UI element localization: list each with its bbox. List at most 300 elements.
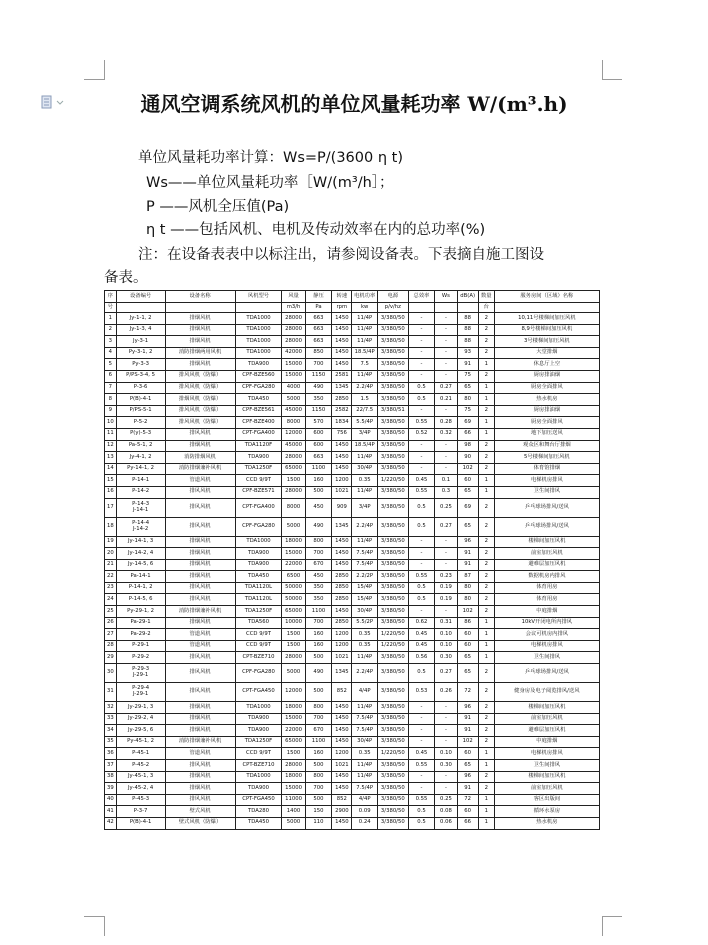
table-cell: 排烟风机 (165, 536, 235, 548)
table-cell: 前室加压风机 (494, 548, 599, 560)
table-cell: Jy-3-1 (116, 336, 165, 348)
table-cell: 0.45 (408, 640, 435, 652)
table-cell: 12000 (282, 428, 305, 440)
table-cell: 1345 (332, 664, 352, 683)
table-cell: 69 (457, 498, 478, 517)
table-cell: - (408, 736, 435, 748)
table-cell: 18.5/4P (352, 347, 377, 359)
table-cell: 楼梯间加压风机 (494, 771, 599, 783)
table-cell: 2 (478, 498, 494, 517)
table-cell: 500 (305, 683, 332, 702)
table-row (105, 817, 600, 829)
table-cell: 350 (305, 594, 332, 606)
table-cell: 7.5 (352, 359, 377, 371)
table-cell: 8000 (282, 417, 305, 429)
table-cell: 2 (478, 536, 494, 548)
table-cell: 卫生间排风 (494, 652, 599, 664)
table-cell: 13 (105, 452, 117, 464)
table-cell: 50000 (282, 582, 305, 594)
table-cell: 3/380/50 (377, 324, 408, 336)
table-cell: 1/220/50 (377, 748, 408, 760)
table-cell: TDA900 (235, 548, 282, 560)
table-cell: 91 (457, 548, 478, 560)
table-cell: 36 (105, 748, 117, 760)
table-cell: 0.27 (435, 664, 457, 683)
table-cell: Pa-29-2 (116, 629, 165, 641)
table-cell: 22 (105, 571, 117, 583)
table-cell: Py-14-1, 2 (116, 463, 165, 475)
table-cell: 5.5/2P (352, 617, 377, 629)
table-cell: 150 (305, 806, 332, 818)
table-cell: - (435, 440, 457, 452)
table-cell: 2 (478, 683, 494, 702)
table-cell: P(B)-4-1 (116, 817, 165, 829)
table-cell: - (408, 702, 435, 714)
table-cell: 600 (305, 428, 332, 440)
table-cell: Jy-4-1, 2 (116, 452, 165, 464)
table-cell: 23 (105, 582, 117, 594)
table-cell: 27 (105, 629, 117, 641)
table-cell: 2 (478, 606, 494, 618)
table-cell: 3/380/50 (377, 664, 408, 683)
table-cell: 0.19 (435, 582, 457, 594)
table-cell: 0.10 (435, 640, 457, 652)
table-cell: 0.35 (352, 748, 377, 760)
table-row (105, 606, 600, 618)
table-cell: Pa-29-1 (116, 617, 165, 629)
table-cell: - (408, 548, 435, 560)
table-cell: CCD 9/9T (235, 629, 282, 641)
table-cell: 排风风机（防爆） (165, 382, 235, 394)
header-unit-cell (435, 303, 457, 313)
table-cell: - (435, 736, 457, 748)
table-cell: 75 (457, 405, 478, 417)
table-cell: 11/4P (352, 370, 377, 382)
table-cell: 1 (478, 806, 494, 818)
table-cell: 65 (457, 760, 478, 772)
table-cell: 60 (457, 748, 478, 760)
table-row (105, 594, 600, 606)
table-cell: 2850 (332, 582, 352, 594)
table-cell: 2 (478, 582, 494, 594)
table-cell: 0.3 (435, 486, 457, 498)
table-cell: 3/380/50 (377, 736, 408, 748)
table-cell: 45000 (282, 440, 305, 452)
table-cell: 65 (457, 486, 478, 498)
table-cell: 3/4P (352, 428, 377, 440)
table-cell: 1 (105, 313, 117, 325)
table-cell: 1/220/50 (377, 475, 408, 487)
table-cell: P-14-4 J-14-2 (116, 517, 165, 536)
header-cell: 数量 (478, 291, 494, 303)
table-cell: 排风风机 (165, 582, 235, 594)
table-cell: 0.5 (408, 817, 435, 829)
table-cell: 35 (105, 736, 117, 748)
table-cell: 18000 (282, 771, 305, 783)
table-cell: 0.28 (435, 417, 457, 429)
table-cell: 楼梯间加压风机 (494, 536, 599, 548)
crop-mark-tr-v (602, 60, 603, 80)
table-cell: 4/4P (352, 683, 377, 702)
table-row (105, 394, 600, 406)
table-cell: 健身房及电子阅览排风/送风 (494, 683, 599, 702)
table-cell: 96 (457, 536, 478, 548)
table-cell: P-3-6 (116, 382, 165, 394)
table-cell: P/PS-5-1 (116, 405, 165, 417)
table-cell: 80 (457, 582, 478, 594)
table-cell: 10kV开闭电所内排风 (494, 617, 599, 629)
table-cell: 20 (105, 548, 117, 560)
table-cell: 消防排烟兼补风机 (165, 736, 235, 748)
table-cell: 排风风机 (165, 486, 235, 498)
table-row (105, 475, 600, 487)
table-cell: 1021 (332, 760, 352, 772)
table-cell: Py-3-3 (116, 359, 165, 371)
crop-mark-tr-h (602, 79, 622, 80)
table-cell: TDA1000 (235, 536, 282, 548)
table-cell: 1450 (332, 783, 352, 795)
table-cell: 3/380/50 (377, 382, 408, 394)
table-cell: 1.5 (352, 394, 377, 406)
table-cell: 87 (457, 571, 478, 583)
table-cell: CPT-FGA400 (235, 498, 282, 517)
table-cell: 28000 (282, 452, 305, 464)
table-cell: 756 (332, 428, 352, 440)
table-cell: 3/380/50 (377, 536, 408, 548)
table-cell: 160 (305, 748, 332, 760)
table-cell: 3/380/50 (377, 336, 408, 348)
table-cell: 700 (305, 617, 332, 629)
table-cell: 66 (457, 428, 478, 440)
table-cell: 65 (457, 382, 478, 394)
table-cell: 30/4P (352, 736, 377, 748)
table-cell: 88 (457, 313, 478, 325)
table-cell: 2 (478, 736, 494, 748)
table-cell: 1 (478, 817, 494, 829)
table-cell: 避难层加压风机 (494, 559, 599, 571)
header-unit-cell (116, 303, 165, 313)
table-cell: 30/4P (352, 463, 377, 475)
table-cell: 排烟风机 (165, 548, 235, 560)
table-cell: 1 (478, 760, 494, 772)
table-cell: 地下加压送风 (494, 428, 599, 440)
header-unit-cell: 台 (478, 303, 494, 313)
table-cell: 3/380/50 (377, 486, 408, 498)
table-cell: 12 (105, 440, 117, 452)
table-cell: 663 (305, 324, 332, 336)
table-cell: 15000 (282, 713, 305, 725)
table-row (105, 559, 600, 571)
table-cell: 热水机房 (494, 394, 599, 406)
table-cell: 7 (105, 382, 117, 394)
table-cell: 80 (457, 594, 478, 606)
table-cell: - (408, 405, 435, 417)
header-cell: 总效率 (408, 291, 435, 303)
table-cell: - (408, 559, 435, 571)
table-cell: 2850 (332, 617, 352, 629)
table-cell: 11/4P (352, 702, 377, 714)
table-cell: 楼梯间加压风机 (494, 702, 599, 714)
table-cell: 500 (305, 486, 332, 498)
table-cell: 18 (105, 517, 117, 536)
table-cell: 22000 (282, 559, 305, 571)
table-cell: 65000 (282, 736, 305, 748)
table-cell: - (408, 463, 435, 475)
table-cell: 29 (105, 652, 117, 664)
header-unit-cell: 号 (105, 303, 117, 313)
table-cell: TDA450 (235, 571, 282, 583)
table-cell: 28 (105, 640, 117, 652)
table-row (105, 428, 600, 440)
table-cell: 6 (105, 370, 117, 382)
table-cell: 7.5/4P (352, 783, 377, 795)
crop-mark-tl-h (84, 79, 104, 80)
table-cell: 卫生间排风 (494, 760, 599, 772)
table-cell: 40 (105, 794, 117, 806)
table-cell: 乒乓球场排风/送风 (494, 664, 599, 683)
table-row (105, 725, 600, 737)
header-unit-cell (235, 303, 282, 313)
table-cell: Pa-5-1, 2 (116, 440, 165, 452)
table-cell: - (435, 536, 457, 548)
table-cell: P/PS-3-4, 5 (116, 370, 165, 382)
table-row (105, 382, 600, 394)
header-cell: 风量 (282, 291, 305, 303)
table-cell: 大堂排烟 (494, 347, 599, 359)
table-cell: 2 (478, 440, 494, 452)
table-cell: 8 (105, 394, 117, 406)
table-cell: 观众区和舞台厅排烟 (494, 440, 599, 452)
table-row (105, 405, 600, 417)
table-cell: 排风风机 (165, 760, 235, 772)
table-cell: 65 (457, 652, 478, 664)
table-cell: P-45-2 (116, 760, 165, 772)
table-cell: 乒乓球场排风/送风 (494, 498, 599, 517)
table-row (105, 783, 600, 795)
table-cell: 11/4P (352, 771, 377, 783)
table-cell: 10000 (282, 617, 305, 629)
crop-mark-tl-v (104, 60, 105, 80)
table-cell: 75 (457, 370, 478, 382)
table-cell: 0.45 (408, 475, 435, 487)
table-cell: 厨房排油烟 (494, 405, 599, 417)
table-cell: 前室加压风机 (494, 783, 599, 795)
table-cell: 1345 (332, 382, 352, 394)
table-cell: 14 (105, 463, 117, 475)
table-cell: 4 (105, 347, 117, 359)
table-cell: 1450 (332, 440, 352, 452)
table-cell: 3/380/50 (377, 725, 408, 737)
table-cell: CPT-BZE710 (235, 760, 282, 772)
table-cell: 5000 (282, 517, 305, 536)
table-cell: 5号楼梯间加压风机 (494, 452, 599, 464)
table-row (105, 702, 600, 714)
table-cell: 排风风机（防爆） (165, 370, 235, 382)
table-cell: 1 (478, 359, 494, 371)
table-cell: Py-45-1, 2 (116, 736, 165, 748)
table-cell: 39 (105, 783, 117, 795)
table-cell: 2 (478, 783, 494, 795)
table-cell: 98 (457, 440, 478, 452)
table-row (105, 498, 600, 517)
table-cell: 10 (105, 417, 117, 429)
table-cell: 7.5/4P (352, 713, 377, 725)
table-cell: 2850 (332, 594, 352, 606)
table-cell: - (435, 347, 457, 359)
table-row (105, 683, 600, 702)
table-cell: 5000 (282, 664, 305, 683)
table-cell: 排烟风机 (165, 771, 235, 783)
table-cell: P(y)-5-3 (116, 428, 165, 440)
table-cell: 1450 (332, 771, 352, 783)
table-cell: 5 (105, 359, 117, 371)
table-row (105, 313, 600, 325)
table-cell: P-45-1 (116, 748, 165, 760)
table-cell: 16 (105, 486, 117, 498)
crop-mark-bl-h (84, 916, 104, 917)
table-cell: 852 (332, 683, 352, 702)
table-row (105, 370, 600, 382)
header-unit-cell: rpm (332, 303, 352, 313)
table-cell: - (435, 713, 457, 725)
table-cell: P-14-2 (116, 486, 165, 498)
table-cell: TDA1250F (235, 736, 282, 748)
table-cell: 3号楼梯间加压风机 (494, 336, 599, 348)
table-cell: TDA1120L (235, 594, 282, 606)
table-cell: 管道风机 (165, 748, 235, 760)
table-cell: P-14-1 (116, 475, 165, 487)
table-cell: Jy-1-3, 4 (116, 324, 165, 336)
table-cell: 1500 (282, 629, 305, 641)
table-cell: 1450 (332, 536, 352, 548)
table-cell: 3/380/50 (377, 617, 408, 629)
table-cell: 663 (305, 336, 332, 348)
table-cell: 65000 (282, 463, 305, 475)
table-cell: 排风风机 (165, 683, 235, 702)
table-cell: 数据机房内排风 (494, 571, 599, 583)
table-cell: 0.55 (408, 794, 435, 806)
table-row (105, 760, 600, 772)
table-cell: 0.27 (435, 382, 457, 394)
table-cell: 排烟风机 (165, 617, 235, 629)
table-cell: 17 (105, 498, 117, 517)
table-cell: - (408, 370, 435, 382)
table-cell: 1450 (332, 817, 352, 829)
table-cell: 会议可机房内排风 (494, 629, 599, 641)
table-cell: 30 (105, 664, 117, 683)
header-row (105, 291, 600, 303)
table-cell: 排风风机 (165, 594, 235, 606)
table-cell: 663 (305, 452, 332, 464)
table-cell: 0.19 (435, 594, 457, 606)
table-cell: 1345 (332, 517, 352, 536)
table-cell: 50000 (282, 594, 305, 606)
table-cell: 2.2/4P (352, 664, 377, 683)
note-line-2: 备表。 (104, 270, 148, 286)
table-cell: 3/380/50 (377, 440, 408, 452)
note-line-1: 注：在设备表表中以标注出，请参阅设备表。下表摘自施工图设 (138, 247, 544, 263)
header-cell: 设备名称 (165, 291, 235, 303)
header-unit-cell: kw (352, 303, 377, 313)
table-cell: - (435, 463, 457, 475)
table-cell: 1450 (332, 359, 352, 371)
table-cell: 排烟风机 (165, 702, 235, 714)
table-cell: - (408, 324, 435, 336)
table-cell: 0.56 (408, 652, 435, 664)
table-cell: 3/380/50 (377, 683, 408, 702)
table-cell: 5000 (282, 817, 305, 829)
crop-mark-bl-v (104, 916, 105, 936)
table-cell: 排烟风机 (165, 559, 235, 571)
table-cell: 2850 (332, 571, 352, 583)
table-cell: 3/380/50 (377, 606, 408, 618)
table-cell: 消防排烟兼补风机 (165, 463, 235, 475)
table-cell: 1 (478, 486, 494, 498)
table-cell: CCD 9/9T (235, 748, 282, 760)
table-cell: P-14-1, 2 (116, 582, 165, 594)
table-cell: 4000 (282, 382, 305, 394)
table-cell: 45000 (282, 405, 305, 417)
table-cell: 1450 (332, 725, 352, 737)
table-row (105, 517, 600, 536)
table-cell: 3/380/50 (377, 794, 408, 806)
table-cell: TDA560 (235, 617, 282, 629)
table-cell: 800 (305, 771, 332, 783)
header-cell: 服务房间（区域）名称 (494, 291, 599, 303)
table-cell: TDA900 (235, 452, 282, 464)
table-cell: 28000 (282, 652, 305, 664)
table-cell: 5000 (282, 394, 305, 406)
table-cell: 3/380/50 (377, 394, 408, 406)
header-cell: 电源 (377, 291, 408, 303)
table-cell: 0.26 (435, 683, 457, 702)
table-cell: 3/380/50 (377, 428, 408, 440)
table-cell: 体育用房 (494, 594, 599, 606)
table-cell: 88 (457, 324, 478, 336)
header-cell: 风机型号 (235, 291, 282, 303)
table-cell: 0.25 (435, 794, 457, 806)
table-cell: 1100 (305, 606, 332, 618)
table-cell: 1200 (332, 748, 352, 760)
table-cell: 2 (478, 313, 494, 325)
table-cell: TDA900 (235, 783, 282, 795)
table-cell: CPF-FGA280 (235, 382, 282, 394)
table-cell: 21 (105, 559, 117, 571)
table-cell: 0.30 (435, 652, 457, 664)
table-cell: 2 (478, 594, 494, 606)
table-cell: 1450 (332, 313, 352, 325)
table-cell: 3/380/50 (377, 652, 408, 664)
table-cell: 壁式风机（防爆） (165, 817, 235, 829)
table-cell: 1 (478, 617, 494, 629)
table-cell: 11/4P (352, 336, 377, 348)
formula-line: 单位风量耗功率计算：Ws=P/(3600 η t) (138, 150, 403, 166)
table-cell: 7.5/4P (352, 725, 377, 737)
table-cell: 7.5/4P (352, 548, 377, 560)
table-cell: 2 (478, 324, 494, 336)
table-row (105, 536, 600, 548)
table-cell: - (435, 606, 457, 618)
table-cell: 2 (478, 571, 494, 583)
table-cell: 0.45 (408, 748, 435, 760)
table-cell: 11/4P (352, 324, 377, 336)
table-cell: CCD 9/9T (235, 475, 282, 487)
table-cell: 700 (305, 359, 332, 371)
table-cell: 33 (105, 713, 117, 725)
table-cell: 2582 (332, 405, 352, 417)
table-cell: 排烟风机 (165, 725, 235, 737)
table-cell: 96 (457, 771, 478, 783)
